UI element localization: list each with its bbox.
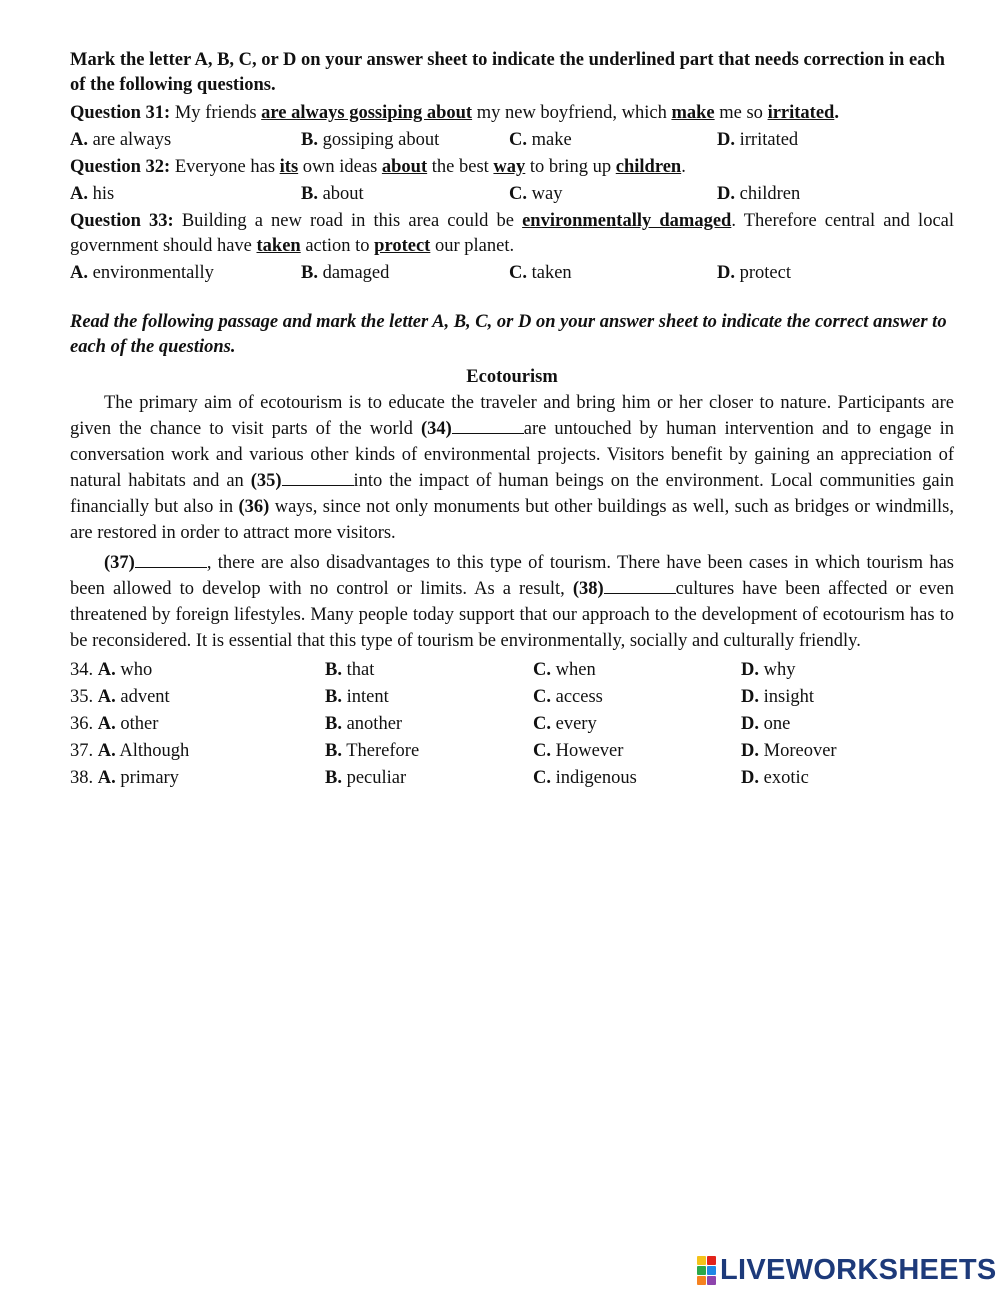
option-c[interactable]: C. every: [533, 714, 597, 734]
question-31: Question 31: My friends are always gossiping about my new boyfriend, which make me so irritated.: [70, 103, 839, 123]
option-b[interactable]: B. gossiping about: [301, 130, 440, 150]
gap-37[interactable]: [135, 553, 207, 568]
option-c[interactable]: C. However: [533, 741, 624, 761]
gap-38[interactable]: [604, 579, 676, 594]
question-32: Question 32: Everyone has its own ideas about the best way to bring up children.: [70, 157, 686, 177]
option-a[interactable]: 35. A. advent: [70, 687, 170, 707]
option-c[interactable]: C. when: [533, 660, 596, 680]
option-a[interactable]: A. environmentally: [70, 263, 214, 283]
option-c[interactable]: C. way: [509, 184, 563, 204]
option-d[interactable]: D. one: [741, 714, 791, 734]
underlined-part-c: taken: [256, 236, 301, 256]
answer-row-35: [70, 684, 954, 711]
liveworksheets-logo[interactable]: [697, 1254, 997, 1287]
underlined-part-b: about: [381, 157, 428, 177]
underlined-part-d: protect: [374, 236, 431, 256]
option-d[interactable]: D. Moreover: [741, 741, 837, 761]
option-c[interactable]: C. taken: [509, 263, 572, 283]
question-label: Question 33:: [70, 211, 174, 231]
gap-34-number: (34): [420, 419, 452, 439]
worksheet-page: [70, 48, 954, 792]
question-label: Question 32:: [70, 157, 171, 177]
underlined-part-d: children: [615, 157, 682, 177]
gap-35-number: (35): [250, 471, 282, 491]
option-a[interactable]: 34. A. who: [70, 660, 153, 680]
option-b[interactable]: B. peculiar: [325, 768, 407, 788]
option-a[interactable]: A. his: [70, 184, 115, 204]
question-label: Question 31:: [70, 103, 171, 123]
option-b[interactable]: B. another: [325, 714, 403, 734]
section1-instruction: Mark the letter A, B, C, or D on your answer sheet to indicate the underlined part that needs correction in each of the following questions.: [70, 50, 945, 95]
option-c[interactable]: C. indigenous: [533, 768, 637, 788]
passage-paragraph-2: (37) , there are also disadvantages to this type of tourism. There have been cases in which tourism has been allowed to develop with no control or limits. As a result, (38) cultures have been affected or even threatened by foreign lifestyles. Many people today support that our approach to the development of ecotourism has to be reconsidered. It is essential that this type of tourism be environmentally, socially and culturally friendly.: [70, 553, 955, 651]
underlined-part-a: are always gossiping about: [261, 103, 473, 123]
underlined-part-ab: environmentally damaged: [522, 211, 732, 231]
option-b[interactable]: B. damaged: [301, 263, 390, 283]
logo-mark-icon: [697, 1256, 716, 1285]
section2-instruction: Read the following passage and mark the letter A, B, C, or D on your answer sheet to indicate the correct answer to each of the questions.: [70, 312, 947, 357]
underlined-part-c: way: [493, 157, 526, 177]
underlined-part-c: make: [671, 103, 715, 123]
answer-row-34: [70, 657, 954, 684]
option-d[interactable]: D. exotic: [741, 768, 809, 788]
option-d[interactable]: D. insight: [741, 687, 814, 707]
question-33-options: [70, 259, 954, 288]
passage-paragraph-1: The primary aim of ecotourism is to educate the traveler and bring him or her closer to nature. Participants are given the chance to visit parts of the world (34) are untouched by human intervention and to engage in conversation work and various other kinds of environmental projects. Visitors benefit by gaining an appreciation of natural habitats and an (35) into the impact of human beings on the environment. Local communities gain financially but also in (36) ways, since not only monuments but other buildings as well, such as bridges or windmills, are restored in order to attract more visitors.: [70, 393, 954, 543]
option-a[interactable]: A. are always: [70, 130, 172, 150]
gap-35[interactable]: [282, 471, 354, 486]
option-b[interactable]: B. that: [325, 660, 375, 680]
gap-37-number: (37): [104, 553, 135, 573]
question-32-options: [70, 180, 954, 209]
option-c[interactable]: C. access: [533, 687, 603, 707]
question-31-options: [70, 126, 954, 155]
passage-title: Ecotourism: [466, 367, 558, 387]
logo-text: LIVEWORKSHEETS: [720, 1254, 997, 1286]
gap-34[interactable]: [452, 419, 524, 434]
underlined-part-a: its: [279, 157, 299, 177]
answer-row-37: [70, 738, 954, 765]
answer-row-38: [70, 765, 954, 792]
gap-38-number: (38): [572, 579, 604, 599]
option-d[interactable]: D. irritated: [717, 130, 799, 150]
underlined-part-d: irritated: [767, 103, 835, 123]
option-b[interactable]: B. about: [301, 184, 364, 204]
answer-row-36: [70, 711, 954, 738]
answer-options: [70, 657, 954, 792]
question-33: Question 33: Building a new road in this area could be environmentally damaged. Therefore central and local government should have taken action to protect our planet.: [70, 211, 955, 256]
option-d[interactable]: D. protect: [717, 263, 791, 283]
option-d[interactable]: D. why: [741, 660, 796, 680]
option-a[interactable]: 37. A. Although: [70, 741, 190, 761]
option-b[interactable]: B. Therefore: [325, 741, 420, 761]
option-a[interactable]: 38. A. primary: [70, 768, 179, 788]
option-d[interactable]: D. children: [717, 184, 801, 204]
option-b[interactable]: B. intent: [325, 687, 389, 707]
option-a[interactable]: 36. A. other: [70, 714, 159, 734]
option-c[interactable]: C. make: [509, 130, 572, 150]
gap-36-number: (36): [238, 497, 270, 517]
